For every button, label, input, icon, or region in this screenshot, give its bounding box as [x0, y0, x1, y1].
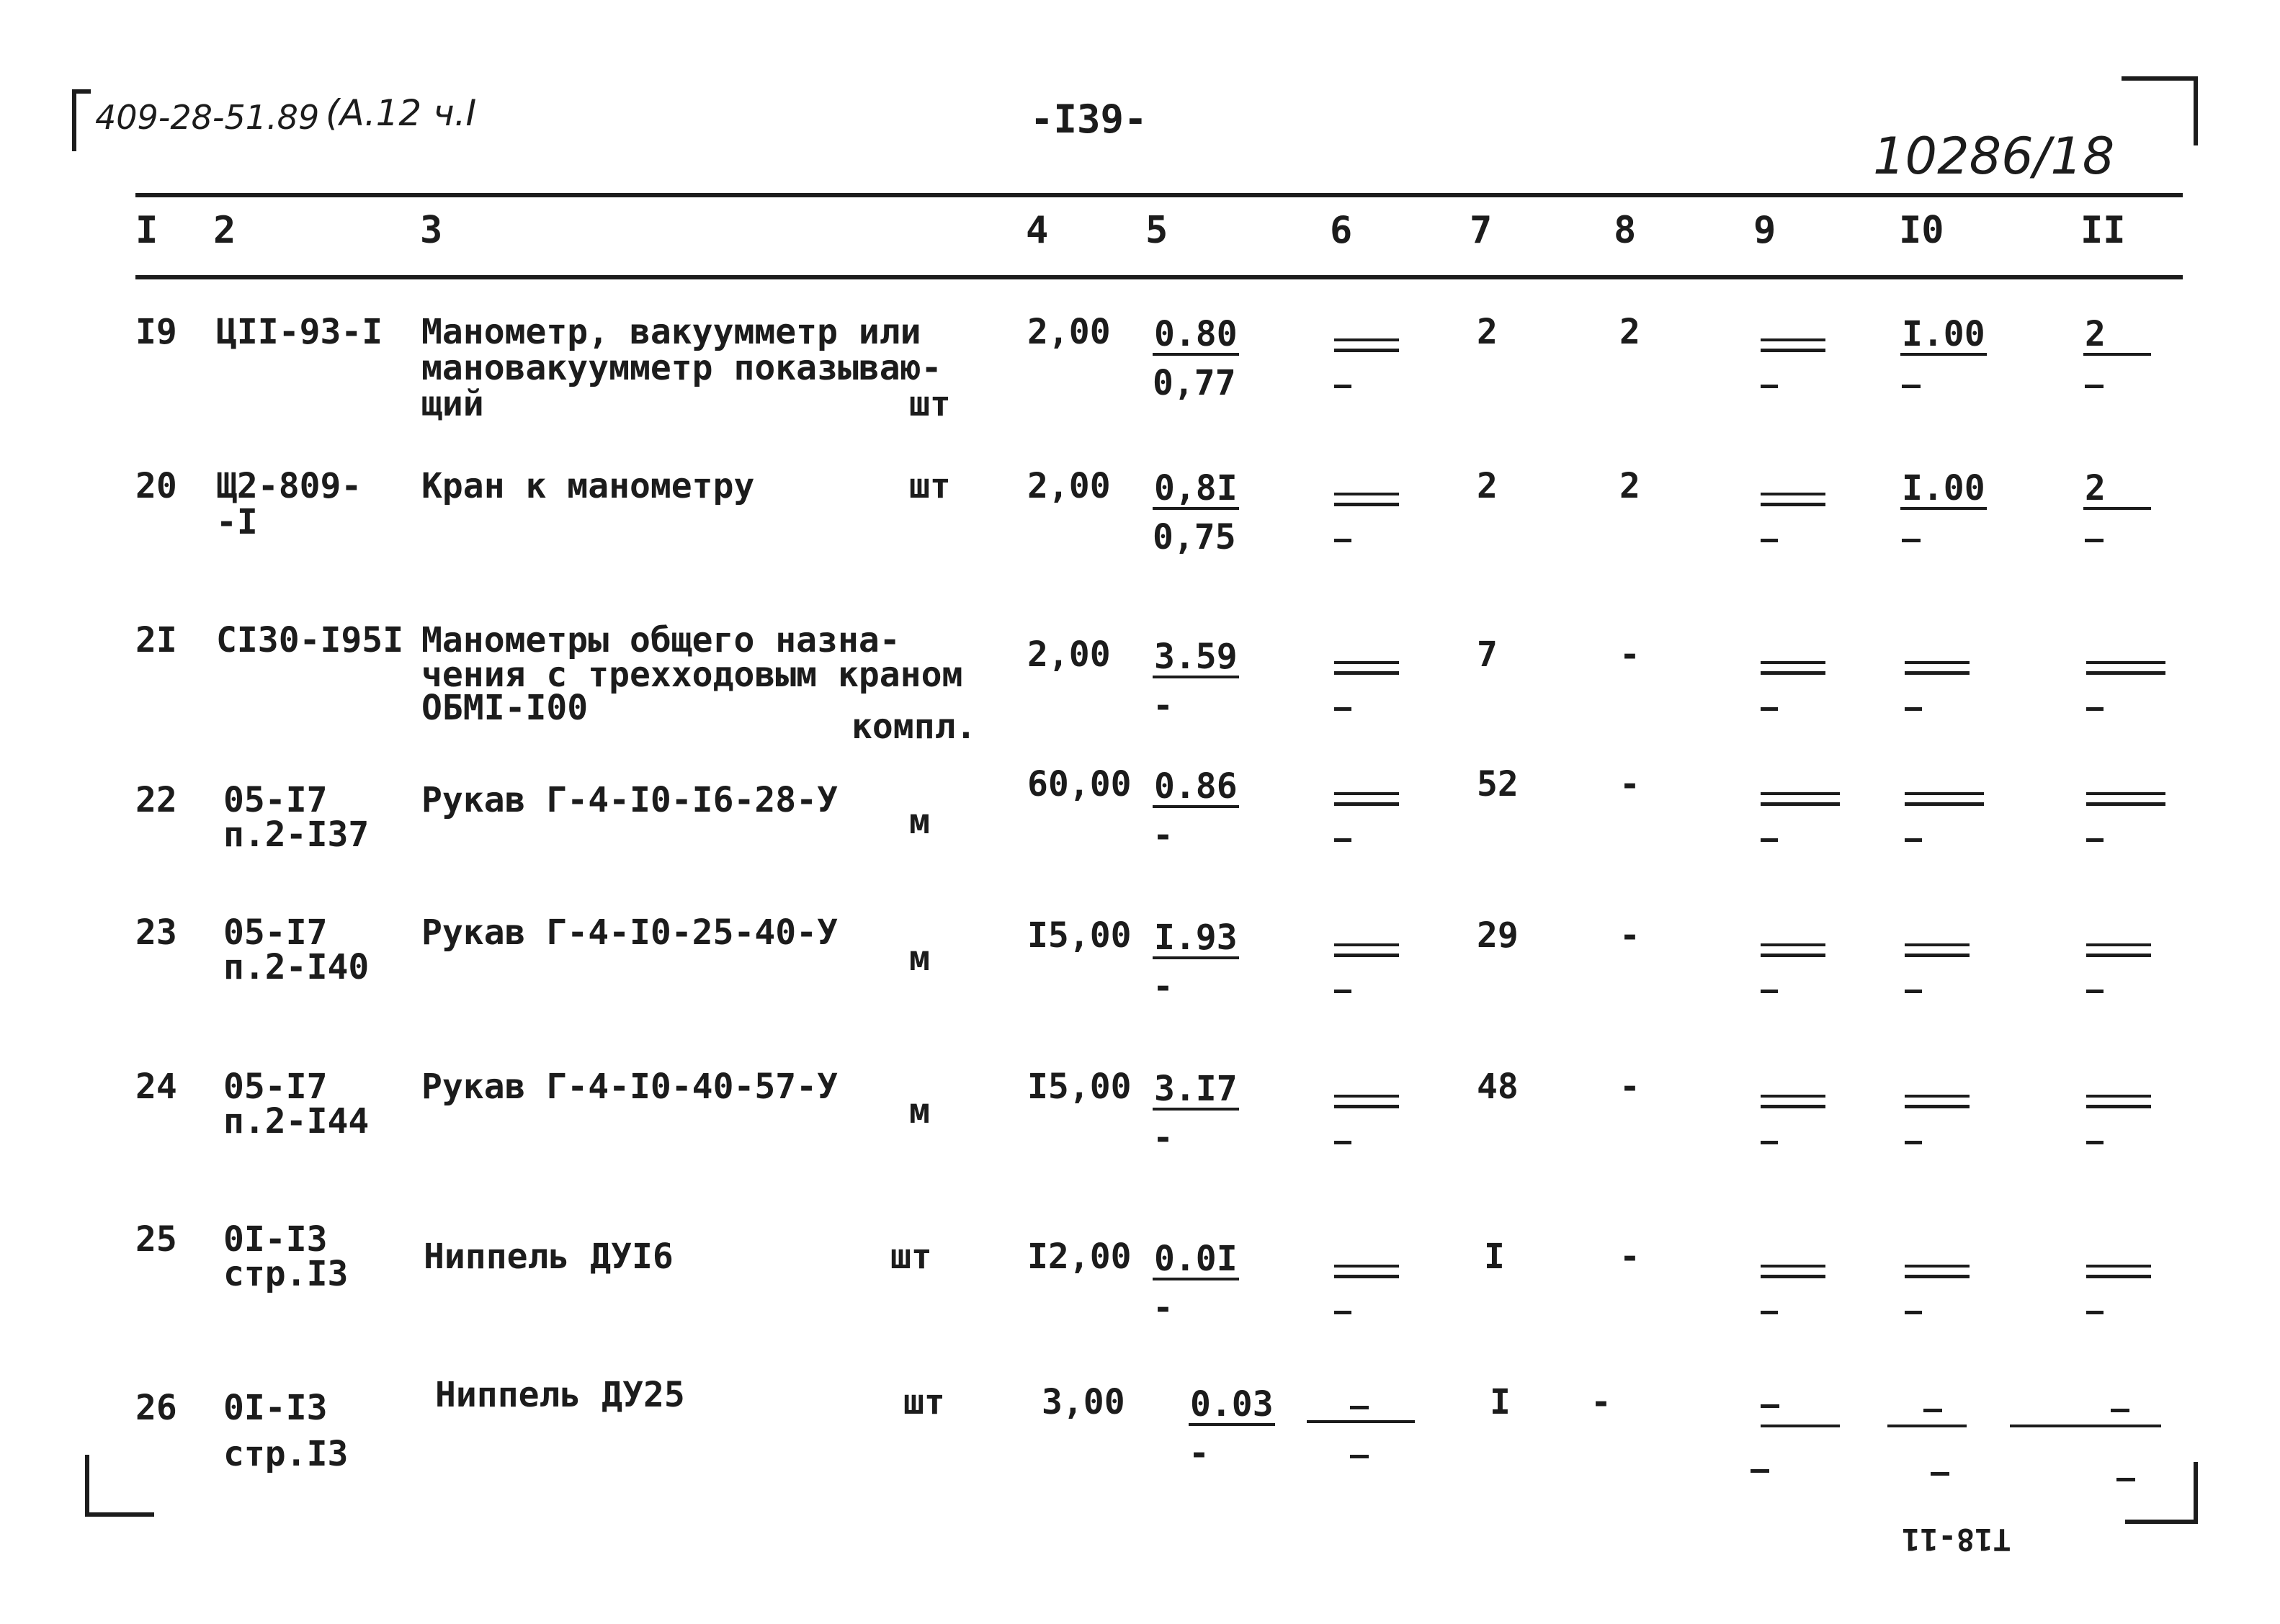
row-col8: - [1591, 1382, 1611, 1422]
footer-stamp: T18-11 [1902, 1522, 2011, 1557]
col9-dashes [1761, 943, 1847, 1008]
row-code: Щ2-809- [216, 466, 362, 506]
col11-dashes [2086, 1095, 2173, 1159]
row-col8: - [1619, 1237, 1640, 1277]
column-header: 3 [420, 209, 443, 252]
column-header: 4 [1026, 209, 1049, 252]
row-name-line: Кран к манометру [421, 466, 755, 506]
row-code: п.2-I37 [223, 815, 370, 855]
col11-dashes [2086, 661, 2173, 726]
row-code: ЦII-93-I [216, 312, 383, 352]
row-price [1153, 766, 1261, 854]
col11-dashes [2086, 1265, 2173, 1329]
col10-top: I.00 [1902, 314, 1985, 354]
price-top: 0.80 [1154, 314, 1238, 354]
row-col7: 52 [1477, 764, 1519, 804]
row-number: 26 [135, 1388, 177, 1428]
price-top: 0.03 [1190, 1384, 1274, 1425]
price-top: 0.0I [1154, 1239, 1238, 1279]
row-col8: - [1619, 1067, 1640, 1107]
price-bottom: 0,75 [1153, 517, 1236, 557]
price-bottom: - [1153, 686, 1173, 726]
row-price [1153, 918, 1261, 1005]
row-col8: - [1619, 634, 1640, 675]
row-quantity: 60,00 [1027, 764, 1132, 804]
row-col7: I [1490, 1382, 1511, 1422]
row-col7: 2 [1477, 312, 1498, 352]
price-top: 0.86 [1154, 766, 1238, 807]
doc-ref: 409-28-51.89 [95, 98, 320, 137]
col6-line [1307, 1420, 1415, 1423]
row-col7: 48 [1477, 1067, 1519, 1107]
row-code: 0I-I3 [223, 1219, 328, 1260]
row-name-line: Рукав Г-4-I0-I6-28-У [421, 780, 838, 820]
row-code: CI30-I95I [216, 620, 404, 660]
col11-top: 2 [2083, 470, 2151, 510]
column-header: 9 [1753, 209, 1776, 252]
col6-dashes [1334, 792, 1421, 857]
doc-ref-note: (А.12 ч.I [326, 92, 477, 134]
column-header: I0 [1899, 209, 1944, 252]
row-unit: шт [903, 1382, 945, 1422]
corner-mark-bottom-left [85, 1455, 154, 1517]
row-code: 0I-I3 [223, 1388, 328, 1428]
row-price [1153, 314, 1261, 402]
row-price [1153, 1239, 1261, 1327]
col10-dash [1923, 1409, 1942, 1412]
col9-dashes [1761, 792, 1847, 857]
row-name-line: чения с трехходовым краном [421, 655, 963, 695]
row-code: 05-I7 [223, 1067, 328, 1107]
row-price [1153, 637, 1261, 724]
row-name-line: Рукав Г-4-I0-25-40-У [421, 912, 838, 953]
row-number: 25 [135, 1219, 177, 1260]
col10-dashes [1905, 943, 1991, 1008]
col6-dash [1350, 1455, 1369, 1458]
row-unit: шт [909, 466, 951, 506]
row-price [1153, 1069, 1261, 1157]
col11-line [2010, 1425, 2161, 1427]
header-bottom-rule [135, 275, 2183, 279]
row-col10 [1900, 314, 2008, 356]
row-name-line: Ниппель ДУ25 [435, 1375, 685, 1415]
archive-number: 10286/18 [1873, 127, 2115, 186]
column-header: 7 [1470, 209, 1493, 252]
row-col8: 2 [1619, 466, 1640, 506]
price-top: I.93 [1154, 918, 1238, 958]
column-header: 5 [1145, 209, 1168, 252]
col10-top: I.00 [1902, 468, 1985, 508]
col6-dashes [1334, 661, 1421, 726]
col9-dashes [1761, 338, 1847, 403]
column-header: II [2080, 209, 2126, 252]
table-top-rule [135, 193, 2183, 197]
row-number: I9 [135, 312, 177, 352]
col9-line [1761, 1425, 1840, 1427]
row-col8: 2 [1619, 312, 1640, 352]
price-bottom: - [1153, 815, 1173, 856]
row-unit: м [909, 802, 930, 842]
row-col8: - [1619, 764, 1640, 804]
col9-dashes [1761, 1265, 1847, 1329]
col6-dashes [1334, 1265, 1421, 1329]
price-bottom: - [1153, 1288, 1173, 1328]
price-top: 0,8I [1154, 468, 1238, 508]
row-number: 24 [135, 1067, 177, 1107]
col10-dashes [1905, 1095, 1991, 1159]
col10-dashes [1905, 661, 1991, 726]
row-code: п.2-I44 [223, 1101, 370, 1141]
row-name-line: ОБМI-I00 [421, 688, 589, 728]
row-number: 23 [135, 912, 177, 953]
col10-dash [1902, 385, 1921, 388]
column-header: I [135, 209, 158, 252]
price-bottom: 0,77 [1153, 363, 1236, 403]
corner-mark-top-left [72, 89, 91, 151]
row-col10 [1900, 468, 2008, 510]
row-quantity: I2,00 [1027, 1237, 1132, 1277]
row-code: стр.I3 [223, 1254, 349, 1294]
row-col7: 2 [1477, 466, 1498, 506]
row-unit: шт [890, 1237, 932, 1277]
col9-dashes [1761, 1095, 1847, 1159]
row-quantity: 2,00 [1027, 634, 1111, 675]
col11-top: 2 [2083, 315, 2151, 356]
row-quantity: 3,00 [1042, 1382, 1125, 1422]
row-col11 [2083, 314, 2191, 356]
col11-dashes [2086, 943, 2173, 1008]
col10-line [1887, 1425, 1967, 1427]
col6-dashes [1334, 493, 1421, 557]
col11-dashes [2086, 792, 2173, 857]
row-code: стр.I3 [223, 1434, 349, 1474]
price-bottom: - [1189, 1433, 1210, 1473]
row-code: п.2-I40 [223, 947, 370, 987]
corner-mark-bottom-right [2125, 1462, 2198, 1524]
row-name-line: щий [421, 384, 484, 424]
row-name-line: Манометр, вакуумметр или [421, 312, 921, 352]
row-number: 20 [135, 466, 177, 506]
row-unit: м [909, 1091, 930, 1131]
column-header: 6 [1330, 209, 1353, 252]
page-number: -I39- [1030, 97, 1148, 142]
col10-dashes [1905, 792, 1991, 857]
col10-dash [1931, 1472, 1949, 1476]
row-quantity: 2,00 [1027, 312, 1111, 352]
col9-dashes [1761, 661, 1847, 726]
col6-dashes [1334, 943, 1421, 1008]
row-code: -I [216, 502, 258, 542]
row-col7: 29 [1477, 915, 1519, 956]
row-quantity: I5,00 [1027, 915, 1132, 956]
row-code: 05-I7 [223, 912, 328, 953]
price-bottom: - [1153, 1118, 1173, 1158]
row-col11 [2083, 468, 2191, 510]
row-number: 22 [135, 780, 177, 820]
price-top: 3.59 [1154, 637, 1238, 677]
row-col8: - [1619, 915, 1640, 956]
col11-dash [2116, 1478, 2135, 1481]
col6-dashes [1334, 1095, 1421, 1159]
column-header: 8 [1614, 209, 1637, 252]
row-number: 2I [135, 620, 177, 660]
col6-dash [1350, 1406, 1369, 1409]
row-col7: I [1484, 1237, 1505, 1277]
row-name-line: Ниппель ДУI6 [424, 1237, 674, 1277]
row-unit: шт [909, 384, 951, 424]
row-unit: компл. [851, 706, 977, 747]
row-name-line: мановакуумметр показываю- [421, 348, 942, 388]
col9-dash [1761, 1404, 1779, 1408]
row-price [1189, 1384, 1297, 1472]
row-unit: м [909, 938, 930, 979]
row-quantity: 2,00 [1027, 466, 1111, 506]
col9-dash [1751, 1469, 1769, 1473]
col9-dashes [1761, 493, 1847, 557]
col10-dash [1902, 539, 1921, 542]
col11-dash [2085, 385, 2104, 388]
price-bottom: - [1153, 966, 1173, 1007]
price-top: 3.I7 [1154, 1069, 1238, 1109]
col6-dashes [1334, 338, 1421, 403]
row-name-line: Манометры общего назна- [421, 620, 900, 660]
corner-mark-top-right [2122, 76, 2198, 145]
row-quantity: I5,00 [1027, 1067, 1132, 1107]
row-price [1153, 468, 1261, 556]
col11-dash [2111, 1409, 2129, 1412]
col10-dashes [1905, 1265, 1991, 1329]
row-col7: 7 [1477, 634, 1498, 675]
row-code: 05-I7 [223, 780, 328, 820]
col11-dash [2085, 539, 2104, 542]
row-name-line: Рукав Г-4-I0-40-57-У [421, 1067, 838, 1107]
column-header: 2 [213, 209, 236, 252]
